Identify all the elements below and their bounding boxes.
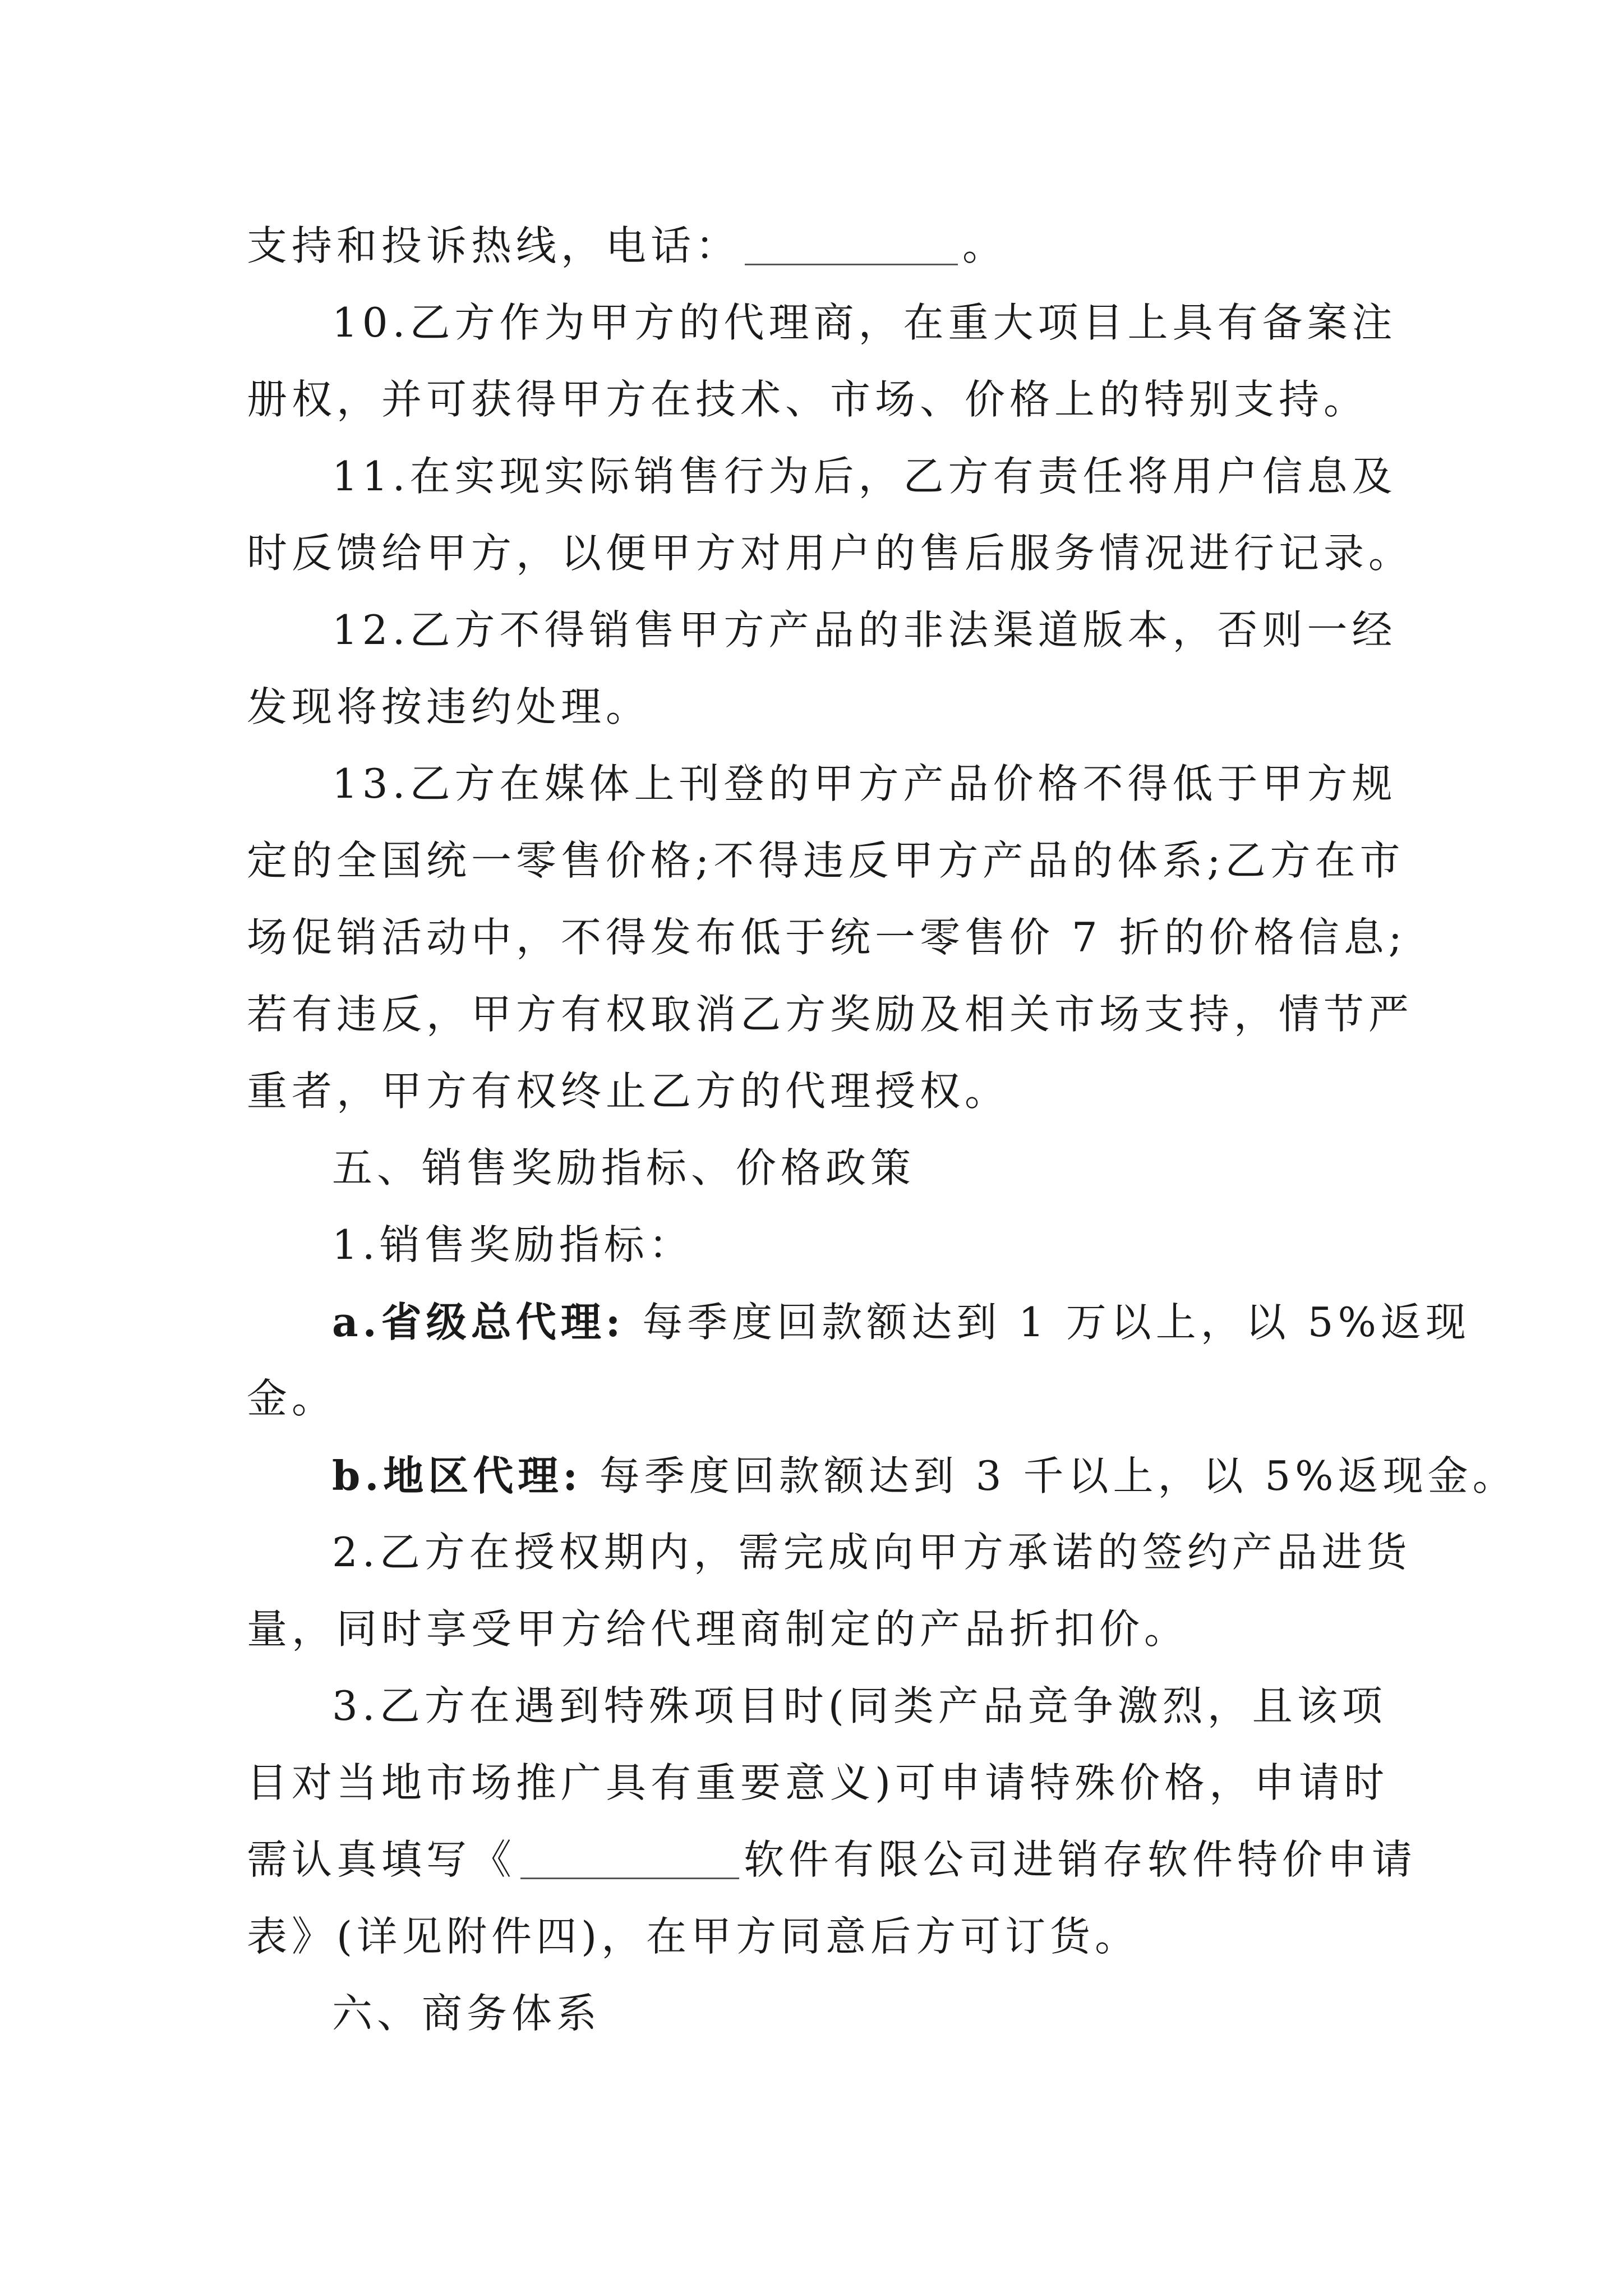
section-6-heading: 六、商务体系 [332, 1990, 602, 2037]
section-5-sub-2-line-2: 量，同时享受甲方给代理商制定的产品折扣价。 [247, 1605, 1189, 1653]
section-5-sub-3-line-1: 3.乙方在遇到特殊项目时(同类产品竞争激烈，且该项 [332, 1682, 1387, 1729]
section-5-heading: 五、销售奖励指标、价格政策 [332, 1144, 916, 1191]
item-13-line-2: 定的全国统一零售价格;不得违反甲方产品的体系;乙方在市 [247, 837, 1405, 884]
regional-agent-line [247, 1437, 1518, 1514]
item-10-line-1: 10.乙方作为甲方的代理商，在重大项目上具有备案注 [332, 299, 1397, 346]
item-10-line-2: 册权，并可获得甲方在技术、市场、价格上的特别支持。 [247, 376, 1369, 423]
section-5-sub-1: 1.销售奖励指标： [332, 1221, 694, 1268]
provincial-agent-line [247, 1283, 1470, 1360]
hotline-text: 支持和投诉热线，电话： [247, 222, 741, 269]
provincial-agent-line-2: 金。 [247, 1375, 337, 1422]
provincial-agent-label: a.省级总代理: [332, 1298, 625, 1346]
item-13-line-1: 13.乙方在媒体上刊登的甲方产品价格不得低于甲方规 [332, 760, 1397, 807]
hotline-end: 。 [962, 222, 1008, 269]
item-13-line-5: 重者，甲方有权终止乙方的代理授权。 [247, 1068, 1010, 1115]
section-5-sub-3-line-2: 目对当地市场推广具有重要意义)可申请特殊价格，申请时 [247, 1759, 1389, 1806]
item-11-line-2: 时反馈给甲方，以便甲方对用户的售后服务情况进行记录。 [247, 530, 1414, 577]
item-12-line-2: 发现将按违约处理。 [247, 683, 651, 730]
section-5-sub-3-line-4: 表》(详见附件四)，在甲方同意后方可订货。 [247, 1913, 1140, 1960]
special-price-post: 软件有限公司进销存软件特价申请 [744, 1836, 1417, 1883]
item-13-line-3: 场促销活动中，不得发布低于统一零售价 7 折的价格信息; [247, 914, 1407, 961]
item-12-line-1: 12.乙方不得销售甲方产品的非法渠道版本，否则一经 [332, 606, 1397, 654]
section-5-sub-3-line-3 [247, 1821, 1417, 1898]
regional-agent-label: b.地区代理: [332, 1452, 582, 1499]
regional-agent-text: 每季度回款额达到 3 千以上，以 5%返现金。 [582, 1452, 1518, 1499]
item-13-line-4: 若有违反，甲方有权取消乙方奖励及相关市场支持，情节严 [247, 991, 1414, 1038]
item-11-line-1: 11.在实现实际销售行为后，乙方有责任将用户信息及 [332, 453, 1397, 500]
phone-blank [745, 223, 958, 265]
provincial-agent-text: 每季度回款额达到 1 万以上，以 5%返现 [625, 1299, 1470, 1346]
document-body [247, 208, 1518, 2052]
section-5-sub-2-line-1: 2.乙方在授权期内，需完成向甲方承诺的签约产品进货 [332, 1529, 1412, 1576]
company-name-blank [520, 1837, 739, 1879]
hotline-line [247, 208, 1380, 284]
special-price-pre: 需认真填写《 [247, 1836, 517, 1883]
